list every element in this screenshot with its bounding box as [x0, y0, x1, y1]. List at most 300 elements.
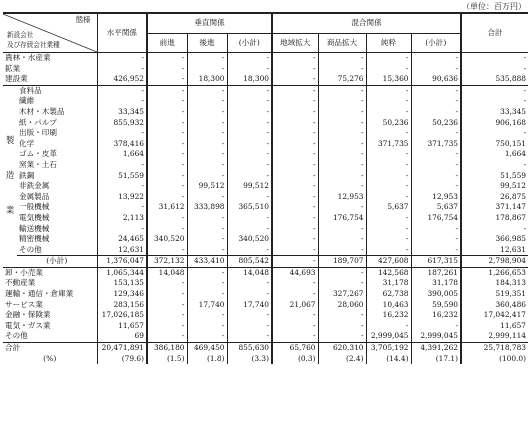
cell-value: 2,798,904 — [461, 256, 528, 268]
cell-value: 620,310 — [318, 343, 366, 354]
cell-value: - — [411, 160, 461, 171]
cell-value: - — [227, 224, 272, 235]
cell-value: 44,693 — [272, 267, 318, 278]
table-row — [3, 96, 528, 107]
cell-value: 371,735 — [366, 139, 411, 150]
cell-value: - — [318, 96, 366, 107]
cell-value: 427,608 — [366, 256, 411, 268]
cell-value: - — [366, 128, 411, 139]
table-row — [3, 118, 528, 129]
cell-value: 433,410 — [187, 256, 227, 268]
cell-value: 3,705,192 — [366, 343, 411, 354]
row-label: ゴム・皮革 — [19, 149, 57, 159]
cell-value: - — [147, 278, 187, 289]
cell-value: - — [97, 64, 147, 75]
cell-value: 340,520 — [227, 234, 272, 245]
cell-value: 2,113 — [97, 213, 147, 224]
cell-value: 535,888 — [461, 74, 528, 85]
cell-value: 50,236 — [411, 118, 461, 129]
cell-value: 1,664 — [97, 149, 147, 160]
cell-value: 33,345 — [97, 107, 147, 118]
cell-value: 11,657 — [97, 321, 147, 332]
cell-value: - — [318, 53, 366, 64]
cell-value: - — [147, 53, 187, 64]
cell-value: (14.4) — [366, 354, 411, 365]
table-row — [3, 107, 528, 118]
cell-value: - — [272, 149, 318, 160]
row-label: 精密機械 — [19, 234, 50, 244]
cell-value: - — [318, 64, 366, 75]
cell-value: - — [187, 213, 227, 224]
cell-value: - — [227, 289, 272, 300]
cell-value: - — [147, 213, 187, 224]
cell-value: - — [227, 171, 272, 182]
cell-value: 1,065,344 — [97, 267, 147, 278]
cell-value: (1.5) — [147, 354, 187, 365]
cell-value: 28,060 — [318, 300, 366, 311]
row-label: 紙・パルプ — [19, 117, 57, 127]
cell-value: - — [411, 224, 461, 235]
cell-value: 17,026,185 — [97, 310, 147, 321]
row-label: 合計 — [3, 343, 97, 354]
cell-value: 365,510 — [227, 202, 272, 213]
cell-value: - — [318, 181, 366, 192]
cell-value: 51,559 — [97, 171, 147, 182]
cell-value: - — [187, 128, 227, 139]
table-row — [3, 310, 528, 321]
cell-value: - — [461, 224, 528, 235]
cell-value: 5,637 — [411, 202, 461, 213]
cell-value: - — [318, 321, 366, 332]
cell-value: - — [272, 256, 318, 268]
cell-value: 129,346 — [97, 289, 147, 300]
cell-value: 2,999,045 — [366, 331, 411, 342]
cell-value: - — [227, 278, 272, 289]
cell-value: - — [97, 160, 147, 171]
cell-value: - — [366, 321, 411, 332]
cell-value: - — [187, 96, 227, 107]
cell-value: 855,932 — [97, 118, 147, 129]
table-row — [3, 234, 528, 245]
row-label: (%) — [43, 353, 57, 363]
cell-value: - — [272, 171, 318, 182]
cell-value: 13,922 — [97, 192, 147, 203]
header-forward: 前進 — [147, 33, 187, 52]
cell-value: - — [272, 53, 318, 64]
table-row — [3, 192, 528, 203]
cell-value: 189,707 — [318, 256, 366, 268]
cell-value: - — [187, 224, 227, 235]
corner-bottom-2: 及び存続会社業種 — [7, 41, 60, 49]
cell-value: - — [97, 181, 147, 192]
table-row — [3, 202, 528, 213]
cell-value: - — [366, 64, 411, 75]
cell-value: 99,512 — [187, 181, 227, 192]
cell-value: - — [147, 96, 187, 107]
cell-value: - — [318, 85, 366, 96]
cell-value: - — [411, 107, 461, 118]
cell-value: - — [366, 85, 411, 96]
header-vertical-group: 垂直関係 — [147, 13, 272, 33]
cell-value: - — [272, 64, 318, 75]
cell-value: - — [147, 171, 187, 182]
cell-value: - — [147, 107, 187, 118]
cell-value: - — [147, 224, 187, 235]
cell-value: 855,630 — [227, 343, 272, 354]
table-row — [3, 224, 528, 235]
cell-value: (3.3) — [227, 354, 272, 365]
cell-value: 62,738 — [366, 289, 411, 300]
cell-value: - — [272, 74, 318, 85]
cell-value: - — [227, 331, 272, 342]
cell-value: - — [227, 321, 272, 332]
table-row — [3, 53, 528, 64]
cell-value: 333,898 — [187, 202, 227, 213]
cell-value: 519,351 — [461, 289, 528, 300]
cell-value: 366,985 — [461, 234, 528, 245]
cell-value: - — [272, 118, 318, 129]
cell-value: - — [227, 245, 272, 256]
cell-value: - — [227, 139, 272, 150]
row-label: 電気機械 — [19, 212, 50, 222]
cell-value: - — [147, 289, 187, 300]
cell-value: - — [461, 160, 528, 171]
cell-value: 75,276 — [318, 74, 366, 85]
cell-value: 750,151 — [461, 139, 528, 150]
header-horizontal: 水平関係 — [97, 13, 147, 53]
row-label: 農林・水産業 — [3, 53, 97, 64]
row-label: 運輸・通信・倉庫業 — [5, 289, 74, 299]
cell-value: - — [187, 64, 227, 75]
cell-value: - — [318, 224, 366, 235]
table-row — [3, 267, 528, 278]
cell-value: 360,486 — [461, 300, 528, 311]
cell-value: 10,463 — [366, 300, 411, 311]
cell-value: - — [227, 85, 272, 96]
cell-value: 390,005 — [411, 289, 461, 300]
unit-note: （単位：百万円） — [462, 2, 526, 11]
cell-value: (79.6) — [97, 354, 147, 365]
cell-value: 12,631 — [461, 245, 528, 256]
cell-value: - — [318, 139, 366, 150]
row-label: 金融・保険業 — [5, 310, 51, 320]
cell-value: (0.3) — [272, 354, 318, 365]
cell-value: 283,156 — [97, 300, 147, 311]
table-row — [3, 213, 528, 224]
cell-value: - — [187, 234, 227, 245]
cell-value: (2.4) — [318, 354, 366, 365]
cell-value: - — [272, 181, 318, 192]
cell-value: 5,637 — [366, 202, 411, 213]
cell-value: - — [461, 85, 528, 96]
cell-value: 153,135 — [97, 278, 147, 289]
cell-value: 184,313 — [461, 278, 528, 289]
row-label: 輸送機械 — [19, 223, 50, 233]
cell-value: - — [187, 245, 227, 256]
row-label: 鉱業 — [5, 63, 21, 73]
cell-value: 426,952 — [97, 74, 147, 85]
corner-top: 態様 — [75, 15, 91, 24]
row-label: 一般機械 — [19, 202, 50, 212]
cell-value: - — [366, 53, 411, 64]
table-row — [3, 331, 528, 342]
cell-value: - — [227, 213, 272, 224]
cell-value: - — [318, 149, 366, 160]
cell-value: 99,512 — [227, 181, 272, 192]
row-label: 出版・印刷 — [19, 128, 57, 138]
header-product: 商品拡大 — [318, 33, 366, 52]
cell-value: 31,612 — [147, 202, 187, 213]
cell-value: (1.8) — [187, 354, 227, 365]
cell-value: - — [272, 224, 318, 235]
cell-value: - — [366, 213, 411, 224]
cell-value: - — [272, 331, 318, 342]
cell-value: - — [411, 234, 461, 245]
corner-bottom-1: 新設会社 — [7, 31, 34, 39]
cell-value: - — [461, 128, 528, 139]
cell-value: - — [318, 107, 366, 118]
cell-value: - — [147, 128, 187, 139]
cell-value: - — [187, 171, 227, 182]
cell-value: - — [318, 118, 366, 129]
row-label: 化学 — [19, 138, 35, 148]
cell-value: - — [318, 331, 366, 342]
cell-value: - — [187, 278, 227, 289]
cell-value: 16,232 — [411, 310, 461, 321]
cell-value: - — [147, 331, 187, 342]
cell-value: - — [272, 213, 318, 224]
table-row — [3, 171, 528, 182]
cell-value: 906,168 — [461, 118, 528, 129]
header-row-1 — [3, 13, 528, 33]
cell-value: - — [147, 300, 187, 311]
cell-value: - — [366, 181, 411, 192]
header-regional: 地域拡大 — [272, 33, 318, 52]
cell-value: - — [97, 85, 147, 96]
cell-value: - — [147, 85, 187, 96]
cell-value: - — [147, 321, 187, 332]
cell-value: 17,740 — [227, 300, 272, 311]
cell-value: 1,376,047 — [97, 256, 147, 268]
cell-value: - — [227, 192, 272, 203]
cell-value: - — [187, 160, 227, 171]
table-row — [3, 64, 528, 75]
cell-value: 21,067 — [272, 300, 318, 311]
cell-value: 340,520 — [147, 234, 187, 245]
cell-value: 14,048 — [227, 267, 272, 278]
cell-value: - — [272, 192, 318, 203]
cell-value: - — [187, 267, 227, 278]
cell-value: 50,236 — [366, 118, 411, 129]
table-row — [3, 289, 528, 300]
row-label: その他 — [19, 244, 42, 254]
cell-value: - — [147, 74, 187, 85]
table-row — [3, 128, 528, 139]
cell-value: - — [318, 245, 366, 256]
header-backward: 後進 — [187, 33, 227, 52]
row-label: サービス業 — [5, 299, 43, 309]
cell-value: - — [227, 64, 272, 75]
cell-value: - — [147, 245, 187, 256]
cell-value: 16,232 — [366, 310, 411, 321]
cell-value: - — [272, 85, 318, 96]
cell-value: - — [318, 128, 366, 139]
cell-value: 26,875 — [461, 192, 528, 203]
cell-value: - — [97, 96, 147, 107]
cell-value: - — [147, 139, 187, 150]
merger-table — [3, 12, 528, 364]
row-label: 電気・ガス業 — [5, 320, 51, 330]
cell-value: - — [147, 192, 187, 203]
cell-value: - — [318, 202, 366, 213]
header-pure: 純粋 — [366, 33, 411, 52]
cell-value: - — [97, 202, 147, 213]
header-total: 合計 — [461, 13, 528, 53]
manufacturing-subtotal-row — [3, 256, 528, 268]
cell-value: - — [366, 192, 411, 203]
cell-value: 4,391,262 — [411, 343, 461, 354]
cell-value: 178,867 — [461, 213, 528, 224]
row-label: 鉄鋼 — [19, 170, 35, 180]
cell-value: - — [411, 181, 461, 192]
table-row — [3, 139, 528, 150]
side-label-char: 製 — [5, 136, 15, 147]
cell-value: - — [318, 267, 366, 278]
cell-value: - — [227, 118, 272, 129]
cell-value: 33,345 — [461, 107, 528, 118]
cell-value: 12,953 — [411, 192, 461, 203]
cell-value: - — [366, 96, 411, 107]
cell-value: - — [411, 128, 461, 139]
cell-value: - — [187, 107, 227, 118]
cell-value: - — [272, 310, 318, 321]
cell-value: 59,590 — [411, 300, 461, 311]
cell-value: 12,953 — [318, 192, 366, 203]
row-label: 不動産業 — [5, 278, 36, 288]
cell-value: - — [227, 128, 272, 139]
cell-value: - — [318, 310, 366, 321]
percent-row — [3, 354, 528, 365]
cell-value: - — [461, 64, 528, 75]
cell-value: - — [366, 224, 411, 235]
cell-value: - — [187, 118, 227, 129]
row-label: その他 — [5, 331, 28, 341]
cell-value: - — [366, 107, 411, 118]
cell-value: - — [272, 96, 318, 107]
cell-value: 2,999,114 — [461, 331, 528, 342]
cell-value: 805,542 — [227, 256, 272, 268]
manufacturing-side-label — [3, 85, 17, 267]
cell-value: 11,657 — [461, 321, 528, 332]
header-subtotal-2: (小計) — [411, 33, 461, 52]
cell-value: - — [272, 160, 318, 171]
row-label: (小計) — [17, 256, 97, 268]
row-label: 金属製品 — [19, 191, 50, 201]
cell-value: 90,636 — [411, 74, 461, 85]
cell-value: - — [461, 96, 528, 107]
cell-value: - — [411, 85, 461, 96]
row-label: 非鉄金属 — [19, 181, 50, 191]
row-label: 建設業 — [5, 74, 28, 84]
cell-value: - — [272, 139, 318, 150]
cell-value: 2,999,045 — [411, 331, 461, 342]
cell-value: - — [411, 53, 461, 64]
cell-value: - — [272, 107, 318, 118]
cell-value: - — [187, 310, 227, 321]
cell-value: 469,450 — [187, 343, 227, 354]
cell-value: 31,178 — [411, 278, 461, 289]
cell-value: - — [147, 64, 187, 75]
cell-value: - — [187, 331, 227, 342]
table-row — [3, 85, 528, 96]
cell-value: - — [187, 192, 227, 203]
cell-value: - — [272, 234, 318, 245]
cell-value: 327,267 — [318, 289, 366, 300]
cell-value: - — [227, 149, 272, 160]
cell-value: 18,300 — [227, 74, 272, 85]
table-row — [3, 181, 528, 192]
cell-value: 1,664 — [461, 149, 528, 160]
cell-value: 20,471,891 — [97, 343, 147, 354]
row-label: 卸・小売業 — [3, 267, 97, 278]
cell-value: - — [227, 107, 272, 118]
table-row — [3, 160, 528, 171]
cell-value: - — [227, 310, 272, 321]
cell-value: - — [366, 245, 411, 256]
cell-value: - — [461, 53, 528, 64]
cell-value: 371,735 — [411, 139, 461, 150]
cell-value: - — [411, 245, 461, 256]
cell-value: 51,559 — [461, 171, 528, 182]
table-row — [3, 278, 528, 289]
cell-value: - — [147, 160, 187, 171]
cell-value: - — [97, 224, 147, 235]
header-corner — [3, 13, 97, 53]
cell-value: - — [272, 278, 318, 289]
table-row — [3, 149, 528, 160]
cell-value: - — [227, 160, 272, 171]
cell-value: 99,512 — [461, 181, 528, 192]
header-subtotal: (小計) — [227, 33, 272, 52]
cell-value: - — [147, 181, 187, 192]
table-row — [3, 321, 528, 332]
cell-value: - — [318, 234, 366, 245]
cell-value: 31,178 — [366, 278, 411, 289]
cell-value: - — [147, 149, 187, 160]
cell-value: - — [187, 53, 227, 64]
row-label: 食料品 — [17, 85, 97, 96]
cell-value: 65,760 — [272, 343, 318, 354]
cell-value: - — [411, 149, 461, 160]
cell-value: 176,754 — [411, 213, 461, 224]
cell-value: - — [318, 171, 366, 182]
table-row — [3, 74, 528, 85]
cell-value: 69 — [97, 331, 147, 342]
cell-value: 24,465 — [97, 234, 147, 245]
cell-value: - — [366, 171, 411, 182]
cell-value: - — [411, 171, 461, 182]
total-row — [3, 343, 528, 354]
row-label: 繊維 — [19, 96, 35, 106]
cell-value: 1,266,653 — [461, 267, 528, 278]
cell-value: 371,147 — [461, 202, 528, 213]
side-label-char: 造 — [5, 171, 15, 182]
cell-value: - — [272, 321, 318, 332]
cell-value: - — [411, 321, 461, 332]
cell-value: 18,300 — [187, 74, 227, 85]
cell-value: 12,631 — [97, 245, 147, 256]
side-label-char: 業 — [5, 205, 15, 216]
